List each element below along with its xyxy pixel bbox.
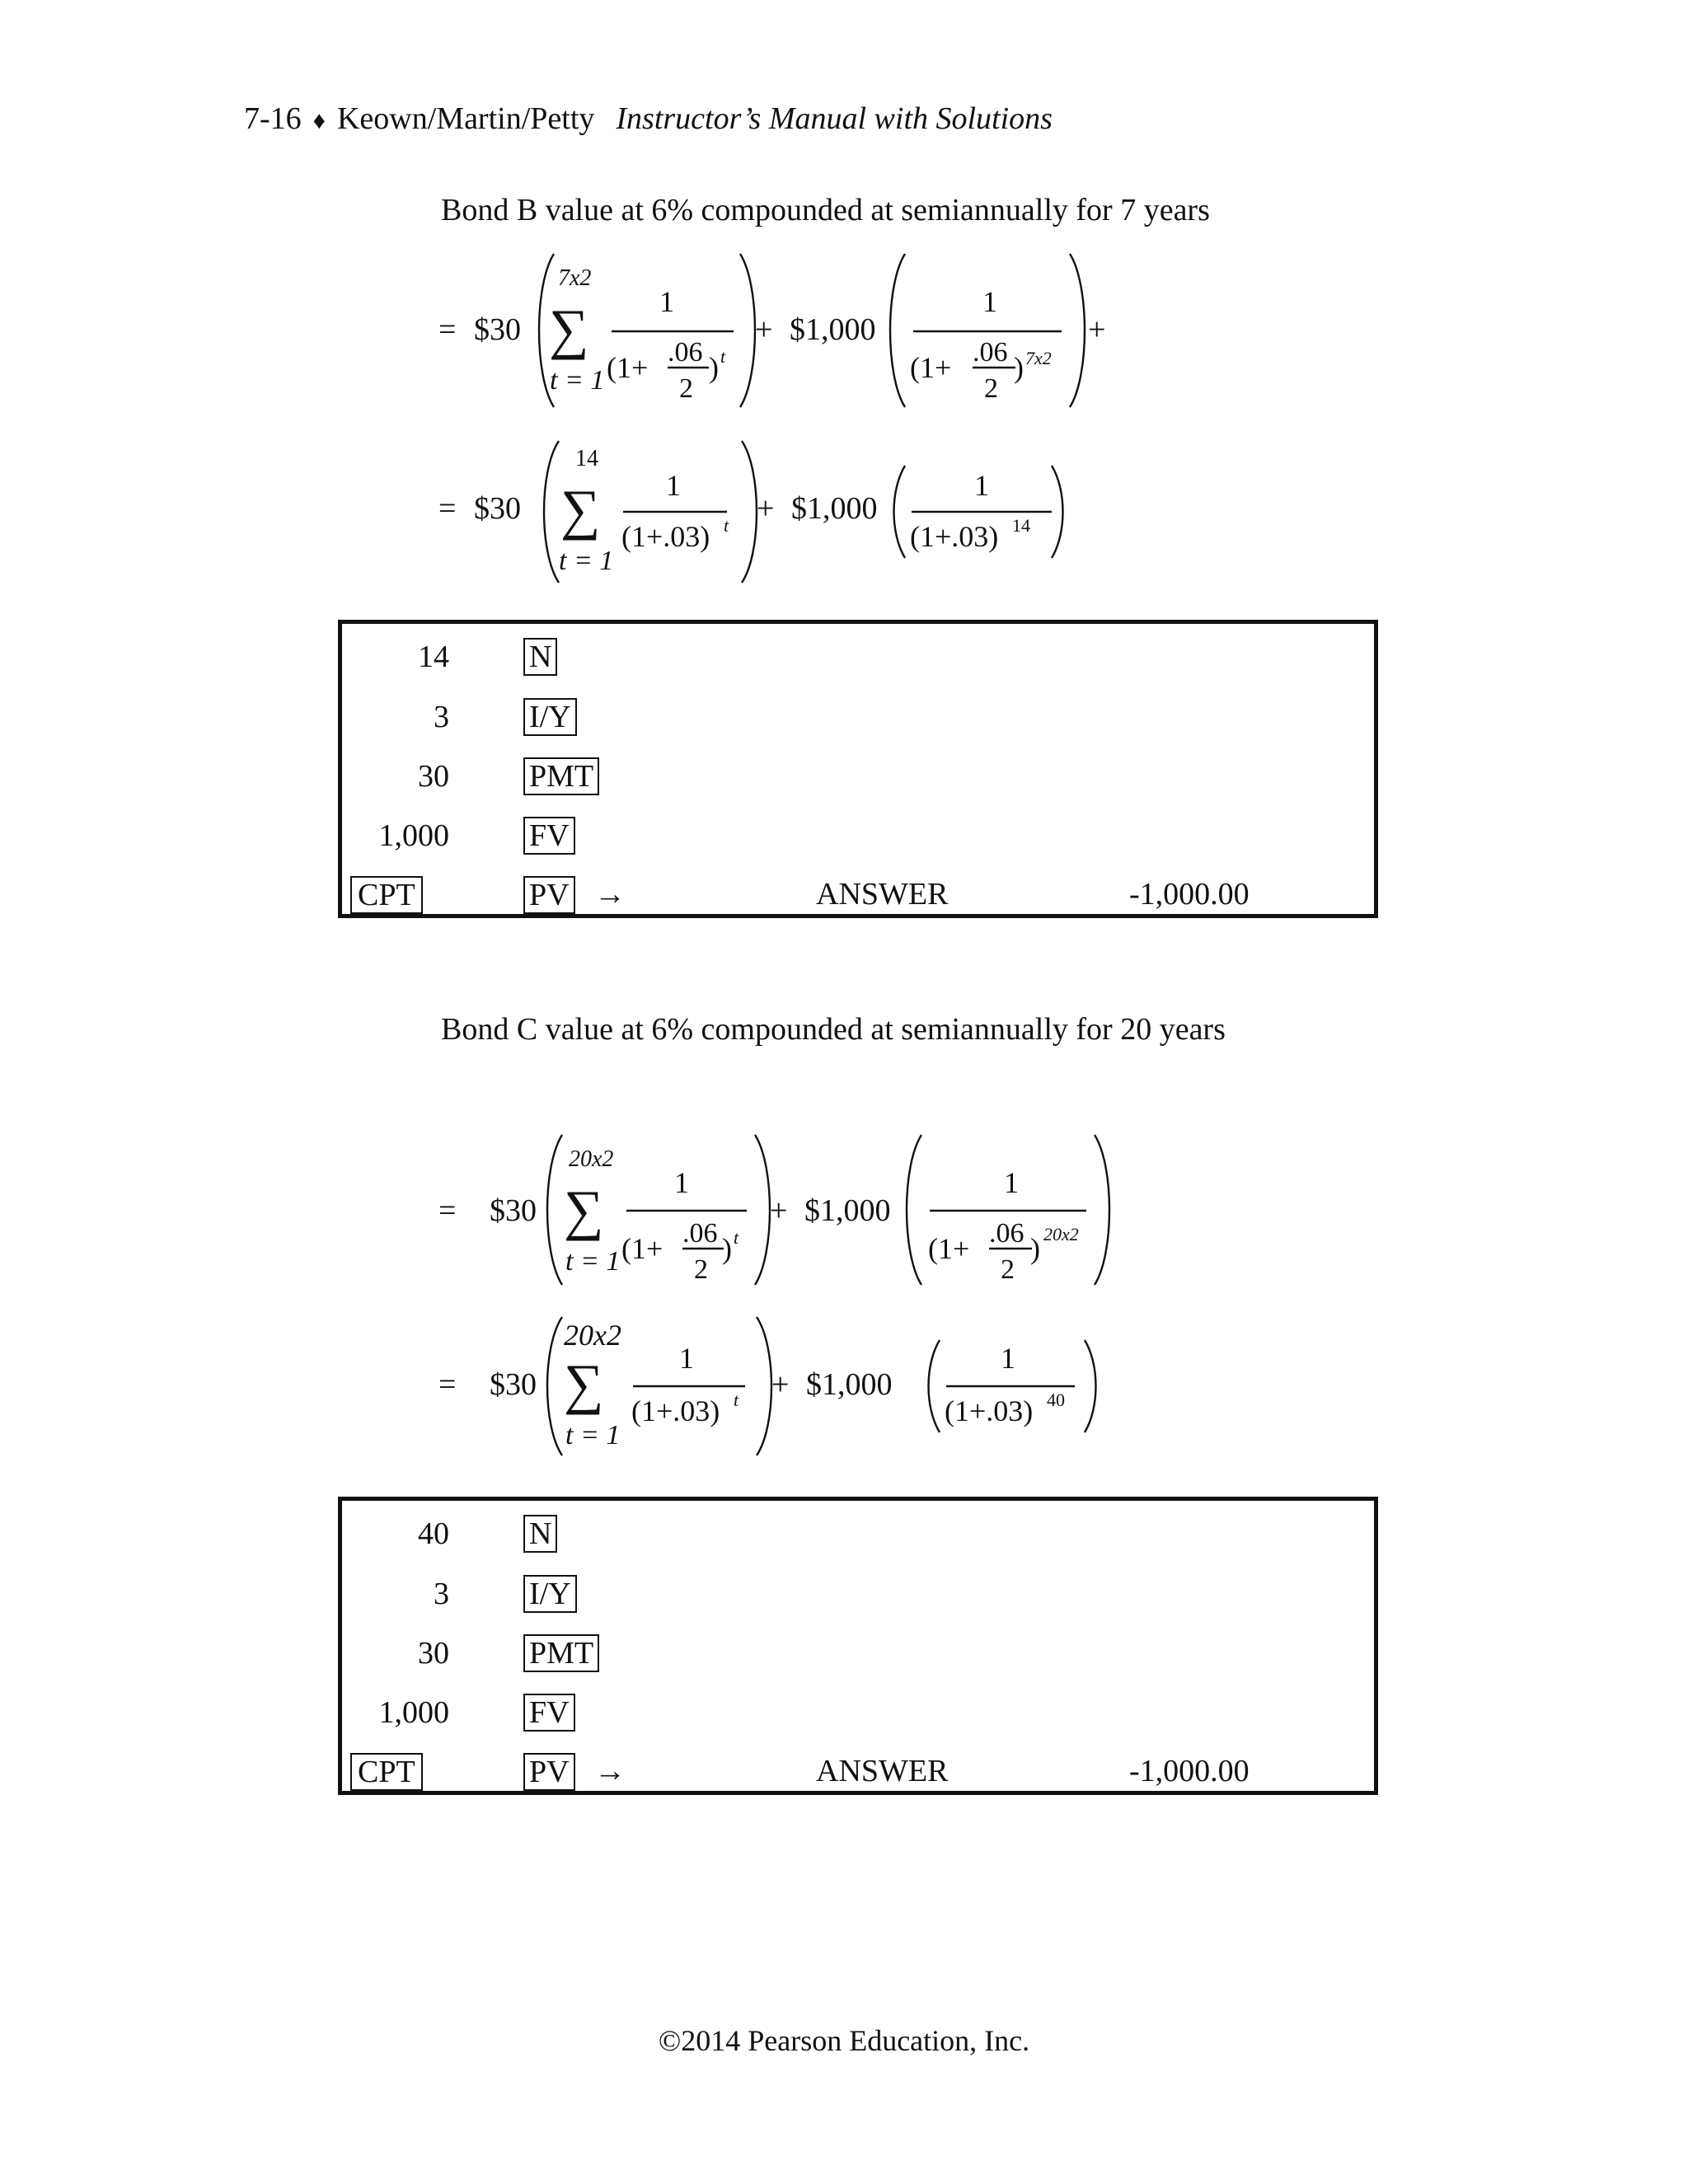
fraction-numerator: 1 (679, 1342, 694, 1375)
rate-numerator-2: .06 (973, 337, 1008, 368)
exponent-n: 14 (1012, 515, 1030, 536)
plus-sign: + (770, 1193, 788, 1228)
right-arrow-icon: → (594, 1754, 626, 1788)
exponent-t: t (734, 1390, 739, 1410)
coupon-amount: $30 (474, 491, 521, 526)
key-fv: FV (523, 1694, 575, 1732)
sum-lower-limit: t = 1 (565, 1246, 621, 1277)
right-arrow-icon: → (594, 877, 626, 912)
key-iy: I/Y (523, 1575, 577, 1613)
fraction-numerator-2: 1 (1001, 1342, 1015, 1375)
denominator-open-2: (1+ (928, 1232, 970, 1265)
calc-value: 3 (434, 700, 449, 734)
denominator-open-2: (1+ (910, 351, 952, 384)
fraction-numerator: 1 (659, 285, 674, 318)
exponent-n: 20x2 (1043, 1224, 1079, 1244)
exponent-t: t (724, 515, 729, 536)
running-header (244, 101, 1053, 137)
coupon-amount: $30 (490, 1193, 537, 1228)
calc-value: 1,000 (378, 1695, 449, 1730)
answer-label: ANSWER (816, 1754, 949, 1788)
sigma-icon: ∑ (564, 1352, 604, 1415)
face-value: $1,000 (790, 312, 876, 347)
denominator-2: (1+.03) (945, 1394, 1034, 1427)
bond-b-equation-2 (429, 433, 1088, 589)
rate-numerator-2: .06 (989, 1218, 1025, 1249)
answer-label: ANSWER (816, 877, 949, 912)
plus-sign: + (755, 312, 773, 347)
rate-denominator-2: 2 (984, 373, 998, 404)
denominator-close-2: ) (1030, 1232, 1040, 1265)
sum-lower-limit: t = 1 (559, 546, 614, 576)
exponent-n: 7x2 (1025, 348, 1052, 368)
sum-upper-limit: 20x2 (564, 1319, 621, 1352)
face-value: $1,000 (804, 1193, 891, 1228)
key-n: N (523, 1515, 557, 1553)
copyright-footer: ©2014 Pearson Education, Inc. (658, 2024, 1030, 2057)
denominator-close-2: ) (1014, 351, 1024, 384)
sum-upper-limit: 20x2 (569, 1146, 614, 1172)
denominator-open: (1+ (621, 1232, 663, 1265)
authors: Keown/Martin/Petty (336, 101, 595, 136)
bond-b-calculator (338, 620, 1378, 918)
key-pmt: PMT (523, 757, 599, 795)
key-fv: FV (523, 817, 575, 855)
fraction-numerator-2: 1 (982, 285, 997, 318)
calc-value: 30 (418, 1636, 449, 1671)
calc-value: 40 (418, 1516, 449, 1551)
bond-c-calculator (338, 1497, 1378, 1795)
bond-c-equation-1 (429, 1125, 1121, 1294)
denominator-open: (1+ (607, 351, 649, 384)
coupon-amount: $30 (474, 312, 521, 347)
bond-c-heading: Bond C value at 6% compounded at semiannually for 20 years (441, 1012, 1226, 1047)
rate-denominator-2: 2 (1001, 1254, 1015, 1285)
calc-value: 3 (434, 1577, 449, 1611)
sum-lower-limit: t = 1 (550, 365, 605, 396)
rate-denominator: 2 (679, 373, 693, 404)
sum-upper-limit: 14 (575, 446, 598, 471)
equals-sign: = (438, 491, 457, 526)
plus-sign: + (757, 491, 775, 526)
sum-upper-limit: 7x2 (558, 265, 592, 291)
denominator-2: (1+.03) (910, 520, 999, 553)
rate-denominator: 2 (694, 1254, 708, 1285)
key-pv: PV (523, 876, 575, 914)
bond-b-heading: Bond B value at 6% compounded at semiannually for 7 years (441, 193, 1210, 227)
key-iy: I/Y (523, 698, 577, 736)
trailing-plus-sign: + (1088, 312, 1106, 347)
rate-numerator: .06 (668, 337, 703, 368)
coupon-amount: $30 (490, 1367, 537, 1402)
sum-lower-limit: t = 1 (565, 1420, 621, 1451)
denominator-close: ) (709, 351, 719, 384)
sigma-icon: ∑ (560, 478, 601, 541)
plus-sign: + (771, 1367, 790, 1402)
equals-sign: = (438, 1193, 457, 1228)
answer-value: -1,000.00 (1129, 877, 1250, 912)
bond-c-equation-2 (429, 1310, 1104, 1459)
fraction-numerator-2: 1 (1004, 1166, 1019, 1199)
key-cpt: CPT (350, 1753, 423, 1791)
rate-numerator: .06 (682, 1218, 718, 1249)
denominator: (1+.03) (621, 520, 710, 553)
exponent-n: 40 (1047, 1390, 1065, 1410)
key-cpt: CPT (350, 876, 423, 914)
key-pmt: PMT (523, 1634, 599, 1672)
key-n: N (523, 638, 557, 676)
diamond-separator-icon: ♦ (312, 107, 326, 134)
denominator-close: ) (722, 1232, 732, 1265)
denominator: (1+.03) (631, 1394, 720, 1427)
equals-sign: = (438, 312, 457, 347)
equals-sign: = (438, 1367, 457, 1402)
calc-value: 30 (418, 759, 449, 794)
answer-value: -1,000.00 (1129, 1754, 1250, 1788)
fraction-numerator-2: 1 (974, 469, 989, 502)
sigma-icon: ∑ (564, 1179, 604, 1241)
key-pv: PV (523, 1753, 575, 1791)
fraction-numerator: 1 (666, 469, 681, 502)
exponent-t: t (734, 1227, 739, 1248)
calc-value: 14 (418, 640, 449, 674)
exponent-t: t (720, 346, 726, 367)
sigma-icon: ∑ (549, 298, 589, 360)
page-number: 7-16 (244, 101, 302, 136)
fraction-numerator: 1 (674, 1166, 689, 1199)
bond-b-equation-1 (429, 244, 1121, 417)
face-value: $1,000 (791, 491, 878, 526)
manual-title: Instructor’s Manual with Solutions (616, 101, 1053, 136)
calc-value: 1,000 (378, 818, 449, 853)
face-value: $1,000 (806, 1367, 893, 1402)
